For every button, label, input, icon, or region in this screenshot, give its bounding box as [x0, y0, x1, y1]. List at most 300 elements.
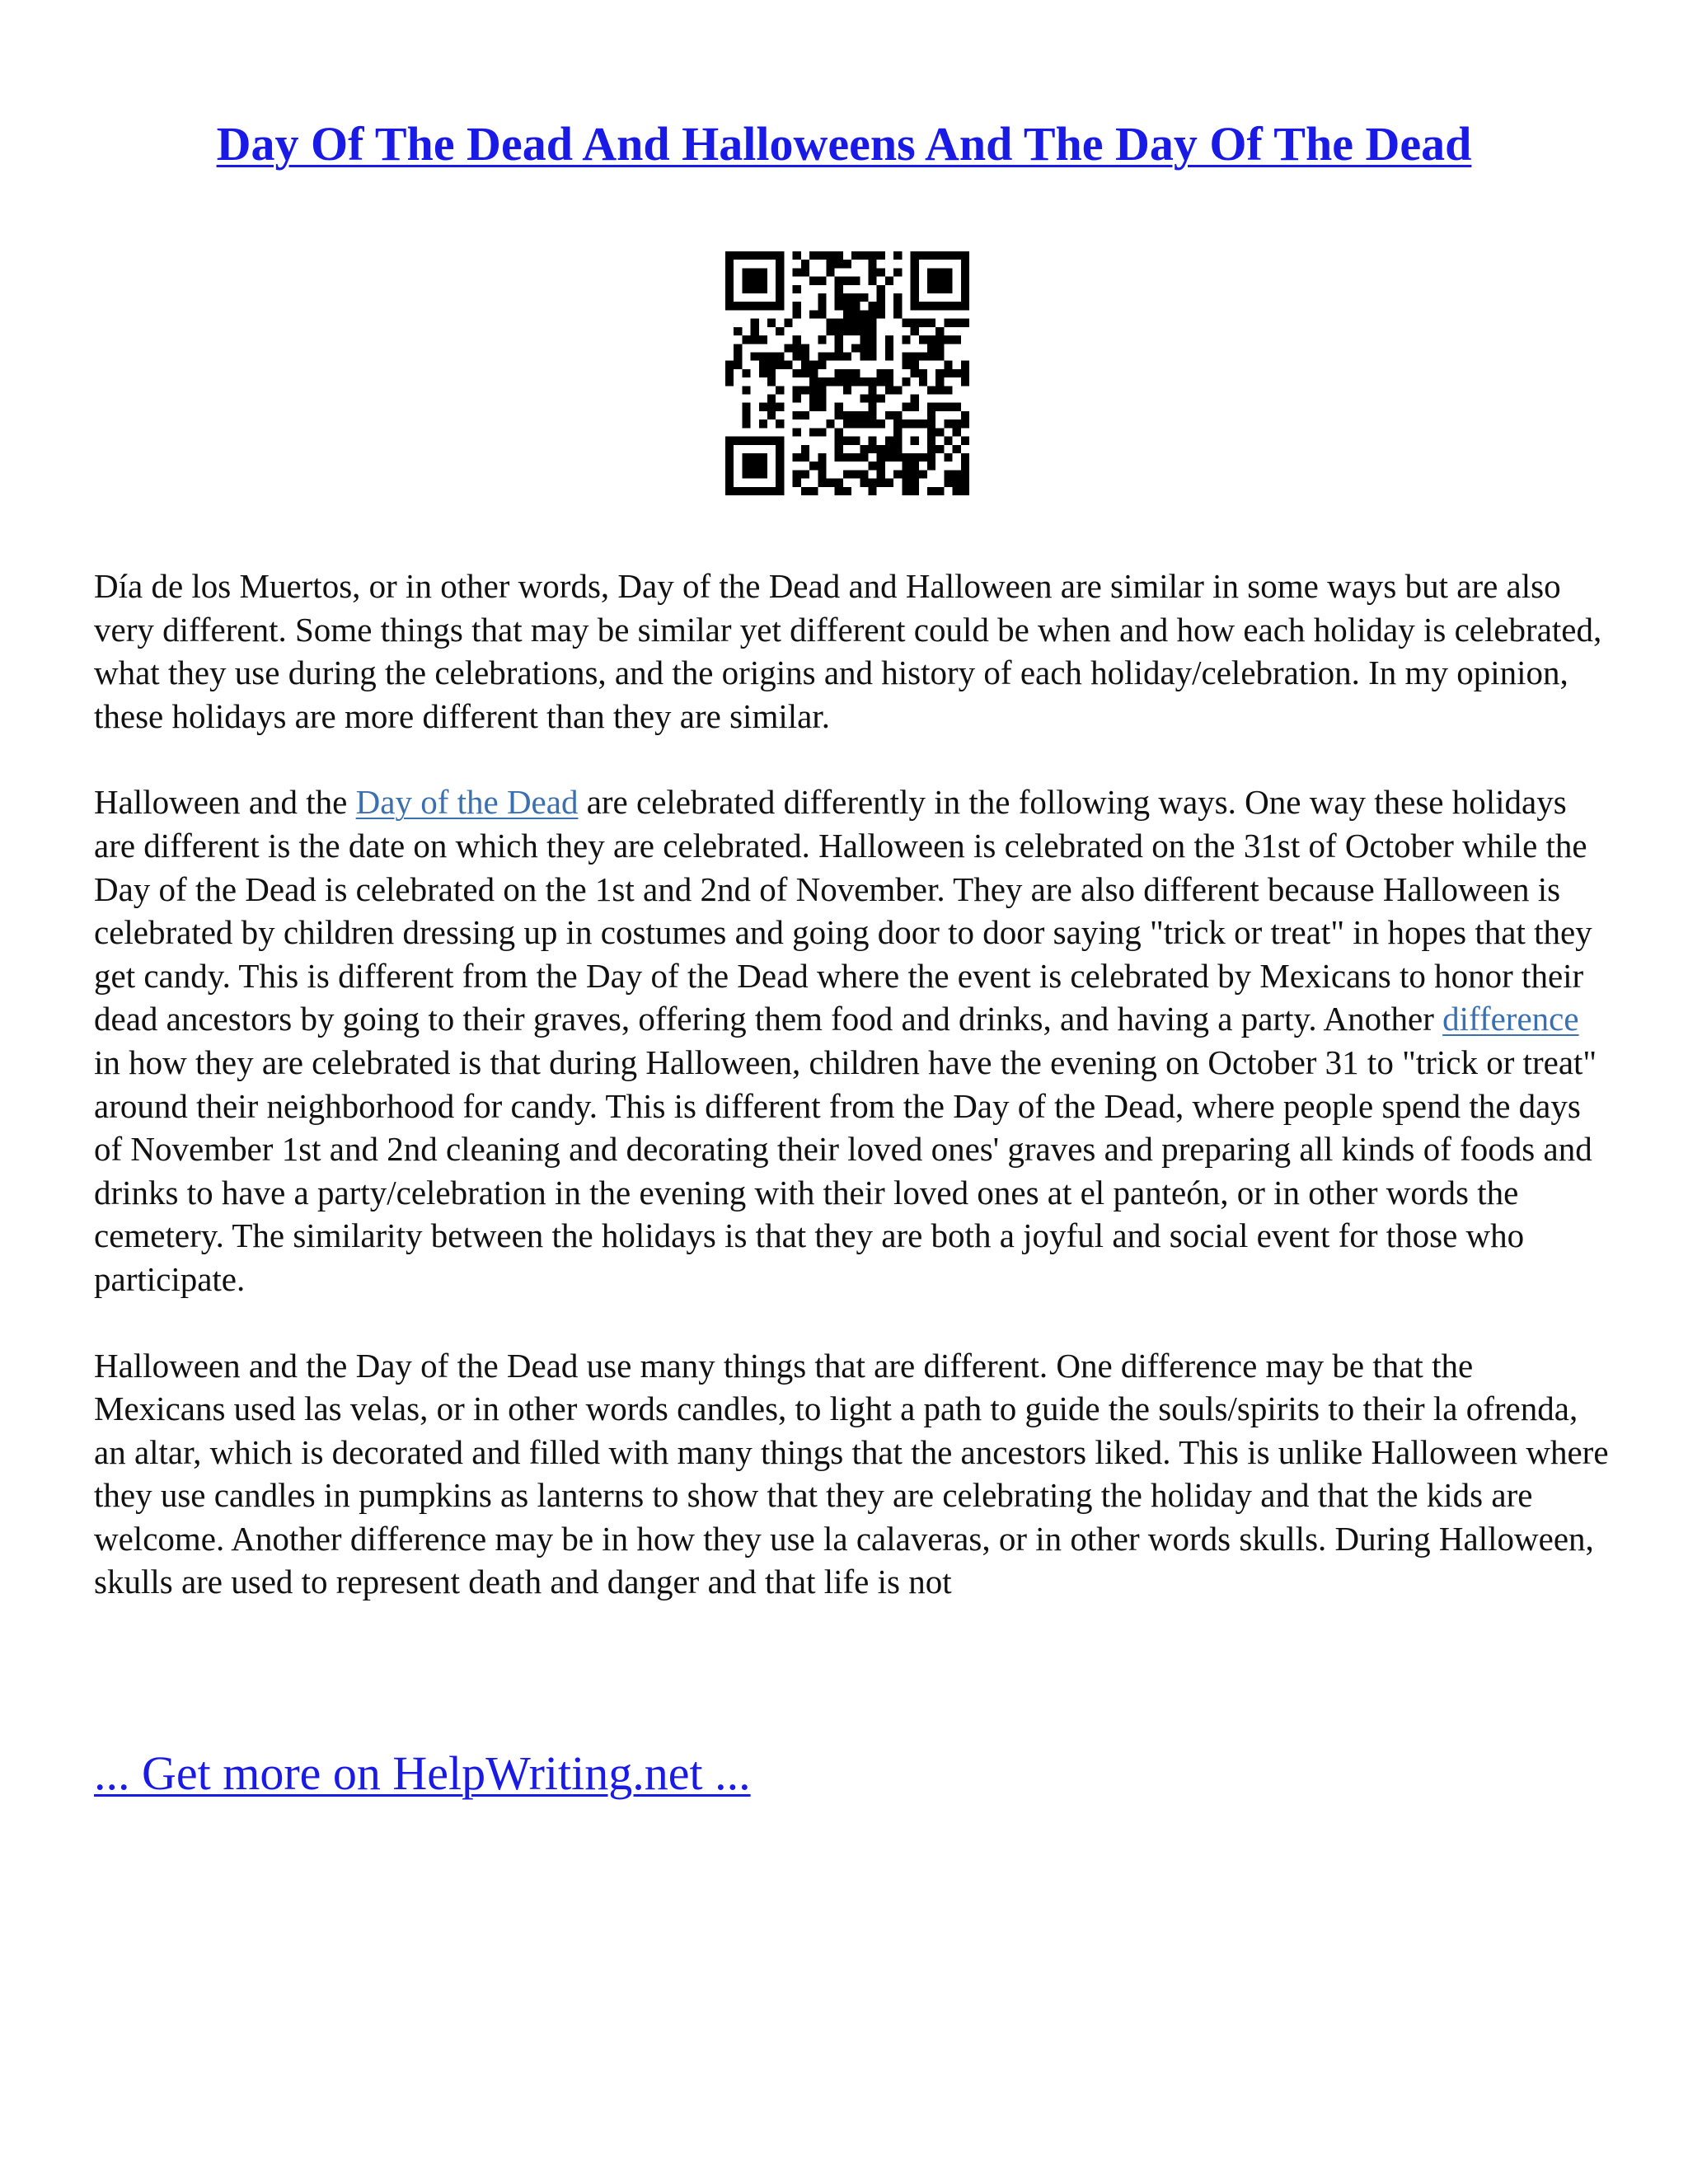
qr-module	[911, 437, 919, 445]
qr-module	[742, 369, 750, 377]
qr-module	[893, 268, 902, 276]
qr-module	[759, 437, 767, 445]
qr-module	[893, 411, 902, 419]
qr-module	[725, 285, 734, 293]
qr-module	[961, 411, 969, 419]
qr-module	[851, 411, 860, 419]
qr-module	[835, 319, 843, 327]
qr-module	[869, 479, 877, 487]
qr-module	[793, 335, 801, 344]
qr-module	[935, 335, 944, 344]
qr-module	[776, 470, 784, 478]
qr-module	[919, 335, 927, 344]
qr-module	[835, 369, 843, 377]
qr-module	[767, 437, 776, 445]
qr-module	[961, 293, 969, 302]
qr-module	[935, 268, 944, 276]
qr-module	[860, 310, 868, 318]
qr-module	[784, 361, 792, 369]
qr-module	[801, 470, 809, 478]
qr-module	[776, 251, 784, 260]
qr-module	[961, 369, 969, 377]
qr-module	[902, 470, 910, 478]
qr-module	[935, 344, 944, 352]
qr-module	[759, 470, 767, 478]
qr-module	[961, 319, 969, 327]
qr-module	[725, 302, 734, 310]
qr-module	[751, 268, 759, 276]
qr-module	[776, 352, 784, 360]
qr-module	[911, 361, 919, 369]
qr-module	[877, 369, 885, 377]
qr-module	[793, 479, 801, 487]
qr-module	[776, 268, 784, 276]
qr-module	[767, 369, 776, 377]
qr-module	[902, 361, 910, 369]
qr-module	[835, 437, 843, 445]
qr-module	[793, 302, 801, 310]
qr-module	[851, 277, 860, 285]
qr-module	[767, 395, 776, 403]
qr-module	[911, 395, 919, 403]
qr-module	[751, 277, 759, 285]
qr-module	[835, 352, 843, 360]
qr-module	[742, 453, 750, 462]
qr-module	[885, 479, 893, 487]
qr-module	[893, 251, 902, 260]
paragraph-celebration	[94, 780, 1611, 1301]
qr-module	[885, 453, 893, 462]
qr-module	[935, 386, 944, 394]
qr-module	[935, 428, 944, 436]
qr-module	[961, 268, 969, 276]
qr-module	[734, 352, 742, 360]
qr-module	[818, 352, 826, 360]
qr-module	[742, 277, 750, 285]
qr-module	[835, 344, 843, 352]
qr-module	[935, 377, 944, 386]
qr-module	[742, 403, 750, 411]
qr-module	[793, 386, 801, 394]
qr-module	[759, 268, 767, 276]
qr-module	[767, 302, 776, 310]
qr-module	[826, 260, 834, 268]
qr-module	[961, 277, 969, 285]
qr-module	[927, 437, 935, 445]
qr-module	[893, 386, 902, 394]
qr-module	[776, 419, 784, 428]
qr-module	[835, 251, 843, 260]
qr-module	[776, 487, 784, 495]
qr-module	[935, 302, 944, 310]
qr-module	[869, 377, 877, 386]
qr-module	[835, 260, 843, 268]
article-body	[94, 565, 1611, 1647]
qr-module	[919, 251, 927, 260]
qr-module	[961, 470, 969, 478]
qr-module	[751, 352, 759, 360]
qr-module	[877, 310, 885, 318]
qr-module	[818, 386, 826, 394]
qr-module	[911, 327, 919, 335]
qr-module	[776, 361, 784, 369]
qr-module	[860, 445, 868, 453]
qr-module	[818, 395, 826, 403]
qr-module	[902, 403, 910, 411]
qr-module	[944, 285, 952, 293]
qr-module	[725, 361, 734, 369]
paragraph-intro: Día de los Muertos, or in other words, Day of the Dead and Halloween are similar in some ways but are also very different. Some things that may be similar yet different could be when and how each holiday is celebrated, what they use during the celebrations, and the origins and history of each holiday/celebration. In my opinion, these holidays are more different than they are similar.	[94, 567, 1602, 735]
difference-link[interactable]: difference	[1442, 1000, 1579, 1038]
qr-module	[843, 487, 851, 495]
qr-module	[927, 352, 935, 360]
qr-module	[826, 352, 834, 360]
qr-module	[877, 479, 885, 487]
qr-module	[860, 377, 868, 386]
qr-module	[767, 377, 776, 386]
qr-module	[860, 319, 868, 327]
qr-module	[793, 344, 801, 352]
qr-module	[944, 302, 952, 310]
qr-module	[759, 285, 767, 293]
qr-module	[818, 453, 826, 462]
qr-module	[961, 285, 969, 293]
qr-module	[843, 352, 851, 360]
qr-module	[835, 453, 843, 462]
qr-module	[818, 470, 826, 478]
qr-module	[953, 470, 961, 478]
qr-module	[818, 293, 826, 302]
qr-module	[801, 445, 809, 453]
qr-module	[734, 327, 742, 335]
qr-module	[776, 285, 784, 293]
qr-module	[751, 335, 759, 344]
qr-module	[944, 369, 952, 377]
qr-module	[826, 479, 834, 487]
qr-module	[885, 344, 893, 352]
qr-module	[911, 302, 919, 310]
qr-module	[927, 411, 935, 419]
qr-module	[860, 335, 868, 344]
qr-module	[851, 419, 860, 428]
qr-module	[919, 369, 927, 377]
qr-module	[885, 437, 893, 445]
qr-module	[818, 428, 826, 436]
qr-module	[885, 369, 893, 377]
qr-module	[776, 403, 784, 411]
qr-module	[793, 395, 801, 403]
qr-module	[944, 419, 952, 428]
qr-module	[927, 428, 935, 436]
qr-module	[793, 285, 801, 293]
qr-module	[809, 386, 818, 394]
qr-module	[860, 470, 868, 478]
qr-module	[759, 369, 767, 377]
qr-module	[835, 428, 843, 436]
qr-module	[944, 479, 952, 487]
qr-module	[869, 310, 877, 318]
qr-module	[759, 251, 767, 260]
qr-module	[767, 361, 776, 369]
qr-module	[935, 487, 944, 495]
qr-module	[944, 361, 952, 369]
qr-module	[725, 251, 734, 260]
qr-module	[944, 319, 952, 327]
qr-module	[725, 445, 734, 453]
qr-module	[877, 268, 885, 276]
qr-module	[893, 302, 902, 310]
qr-module	[869, 445, 877, 453]
qr-module	[860, 419, 868, 428]
qr-code	[725, 251, 969, 495]
qr-module	[809, 251, 818, 260]
qr-module	[835, 293, 843, 302]
qr-module	[953, 251, 961, 260]
qr-module	[893, 428, 902, 436]
qr-module	[885, 386, 893, 394]
qr-module	[869, 462, 877, 470]
qr-module	[843, 319, 851, 327]
qr-module	[944, 470, 952, 478]
qr-module	[734, 251, 742, 260]
qr-module	[751, 319, 759, 327]
qr-module	[776, 327, 784, 335]
qr-module	[742, 411, 750, 419]
qr-module	[911, 251, 919, 260]
qr-module	[809, 428, 818, 436]
qr-module	[961, 260, 969, 268]
qr-module	[751, 487, 759, 495]
qr-module	[776, 437, 784, 445]
qr-module	[818, 462, 826, 470]
qr-module	[843, 302, 851, 310]
qr-module	[902, 479, 910, 487]
qr-module	[776, 293, 784, 302]
qr-module	[927, 335, 935, 344]
qr-module	[935, 285, 944, 293]
qr-module	[919, 470, 927, 478]
qr-module	[860, 479, 868, 487]
qr-module	[885, 335, 893, 344]
qr-module	[902, 319, 910, 327]
qr-module	[793, 428, 801, 436]
qr-module	[759, 487, 767, 495]
qr-module	[843, 310, 851, 318]
qr-module	[751, 462, 759, 470]
qr-module	[869, 251, 877, 260]
paragraph-text: in how they are celebrated is that during Halloween, children have the evening on October 31 to "trick or treat" around their neighborhood for candy. This is different from the Day of the Dead, where people spend the days of November 1st and 2nd cleaning and decorating their loved ones' graves and preparing all kinds of foods and drinks to have a party/celebration in the evening with their loved ones at el panteón, or in other words the cemetery. The similarity between the holidays is that they are both a joyful and social event for those who participate.	[94, 1043, 1597, 1298]
qr-module	[734, 361, 742, 369]
qr-module	[893, 470, 902, 478]
qr-module	[776, 479, 784, 487]
qr-module	[953, 319, 961, 327]
qr-module	[893, 445, 902, 453]
qr-module	[869, 335, 877, 344]
qr-module	[835, 335, 843, 344]
qr-module	[843, 437, 851, 445]
qr-module	[860, 251, 868, 260]
qr-module	[801, 344, 809, 352]
qr-module	[869, 327, 877, 335]
qr-module	[927, 319, 935, 327]
qr-module	[801, 369, 809, 377]
qr-module	[759, 419, 767, 428]
qr-module	[784, 344, 792, 352]
qr-module	[742, 268, 750, 276]
qr-module	[927, 445, 935, 453]
qr-module	[851, 293, 860, 302]
qr-module	[911, 369, 919, 377]
qr-module	[809, 403, 818, 411]
qr-module	[953, 445, 961, 453]
qr-module	[961, 419, 969, 428]
qr-module	[809, 310, 818, 318]
qr-module	[751, 470, 759, 478]
qr-module	[860, 344, 868, 352]
qr-module	[877, 285, 885, 293]
qr-module	[944, 277, 952, 285]
qr-module	[767, 411, 776, 419]
get-more-link[interactable]: ... Get more on HelpWriting.net ...	[94, 1746, 751, 1800]
qr-module	[944, 453, 952, 462]
qr-module	[835, 377, 843, 386]
qr-module	[759, 352, 767, 360]
qr-module	[793, 470, 801, 478]
qr-module	[835, 403, 843, 411]
qr-module	[835, 285, 843, 293]
qr-module	[927, 487, 935, 495]
qr-module	[776, 453, 784, 462]
qr-module	[869, 395, 877, 403]
qr-module	[877, 453, 885, 462]
qr-module	[885, 277, 893, 285]
qr-module	[725, 260, 734, 268]
qr-module	[919, 453, 927, 462]
qr-module	[911, 462, 919, 470]
paragraph-items: Halloween and the Day of the Dead use many things that are different. One difference may be that the Mexicans used las velas, or in other words candles, to light a path to guide the souls/spirits to their la ofrenda, an altar, which is decorated and filled with many things that the ancestors liked. This is unlike Halloween where they use candles in pumpkins as lanterns to show that they are celebrating the holiday and that the kids are welcome. Another difference may be in how they use la calaveras, or in other words skulls. During Halloween, skulls are used to represent death and danger and that life is not	[94, 1346, 1609, 1601]
qr-module	[869, 302, 877, 310]
qr-module	[953, 479, 961, 487]
qr-module	[767, 319, 776, 327]
qr-module	[869, 352, 877, 360]
qr-module	[767, 251, 776, 260]
day-of-the-dead-link[interactable]: Day of the Dead	[355, 783, 579, 822]
qr-module	[759, 403, 767, 411]
qr-module	[911, 260, 919, 268]
qr-module	[835, 411, 843, 419]
qr-module	[911, 352, 919, 360]
qr-module	[801, 268, 809, 276]
qr-module	[776, 277, 784, 285]
qr-module	[725, 369, 734, 377]
qr-module	[869, 403, 877, 411]
qr-module	[818, 310, 826, 318]
qr-module	[902, 377, 910, 386]
qr-module	[860, 411, 868, 419]
qr-module	[843, 327, 851, 335]
qr-module	[935, 327, 944, 335]
qr-module	[860, 453, 868, 462]
qr-module	[776, 445, 784, 453]
qr-module	[919, 302, 927, 310]
qr-module	[742, 470, 750, 478]
qr-module	[851, 470, 860, 478]
qr-module	[877, 470, 885, 478]
qr-module	[793, 310, 801, 318]
qr-module	[953, 302, 961, 310]
paragraph-text: are celebrated differently in the following ways. One way these holidays are different is the date on which they are celebrated. Halloween is celebrated on the 31st of October while the Day of the Dead is celebrated on the 1st and 2nd of November. They are also different because Halloween is celebrated by children dressing up in costumes and going door to door saying "trick or treat" in hopes that they get candy. This is different from the Day of the Dead where the event is celebrated by Mexicans to honor their dead ancestors by going to their graves, offering them food and drinks, and having a party. Another	[94, 783, 1592, 1038]
qr-module	[742, 487, 750, 495]
qr-module	[843, 293, 851, 302]
qr-module	[793, 268, 801, 276]
qr-module	[784, 319, 792, 327]
qr-module	[851, 437, 860, 445]
qr-module	[734, 302, 742, 310]
qr-module	[927, 453, 935, 462]
qr-module	[793, 369, 801, 377]
qr-module	[751, 285, 759, 293]
qr-module	[877, 445, 885, 453]
qr-module	[725, 437, 734, 445]
qr-module	[818, 302, 826, 310]
qr-module	[877, 419, 885, 428]
qr-module	[893, 293, 902, 302]
qr-module	[893, 310, 902, 318]
title-link[interactable]: Day Of The Dead And Halloweens And The Day Of The Dead	[216, 117, 1472, 171]
qr-module	[835, 479, 843, 487]
qr-module	[759, 361, 767, 369]
qr-module	[893, 419, 902, 428]
qr-module	[818, 277, 826, 285]
qr-module	[944, 437, 952, 445]
qr-module	[851, 453, 860, 462]
qr-module	[961, 453, 969, 462]
qr-module	[759, 462, 767, 470]
qr-module	[893, 453, 902, 462]
qr-module	[869, 260, 877, 268]
qr-module	[725, 293, 734, 302]
qr-module	[953, 428, 961, 436]
qr-module	[869, 268, 877, 276]
qr-module	[869, 411, 877, 419]
qr-module	[843, 260, 851, 268]
qr-module	[877, 462, 885, 470]
qr-module	[851, 251, 860, 260]
qr-module	[751, 437, 759, 445]
qr-module	[793, 411, 801, 419]
qr-module	[953, 419, 961, 428]
qr-module	[835, 302, 843, 310]
qr-module	[809, 361, 818, 369]
qr-module	[742, 437, 750, 445]
qr-module	[911, 487, 919, 495]
qr-module	[911, 277, 919, 285]
qr-module	[742, 251, 750, 260]
qr-module	[851, 369, 860, 377]
qr-module	[826, 377, 834, 386]
qr-module	[961, 302, 969, 310]
qr-module	[742, 419, 750, 428]
qr-module	[869, 487, 877, 495]
qr-module	[953, 335, 961, 344]
qr-module	[751, 453, 759, 462]
qr-module	[725, 487, 734, 495]
qr-module	[759, 453, 767, 462]
qr-module	[935, 277, 944, 285]
qr-module	[961, 487, 969, 495]
qr-module	[793, 352, 801, 360]
qr-module	[818, 335, 826, 344]
